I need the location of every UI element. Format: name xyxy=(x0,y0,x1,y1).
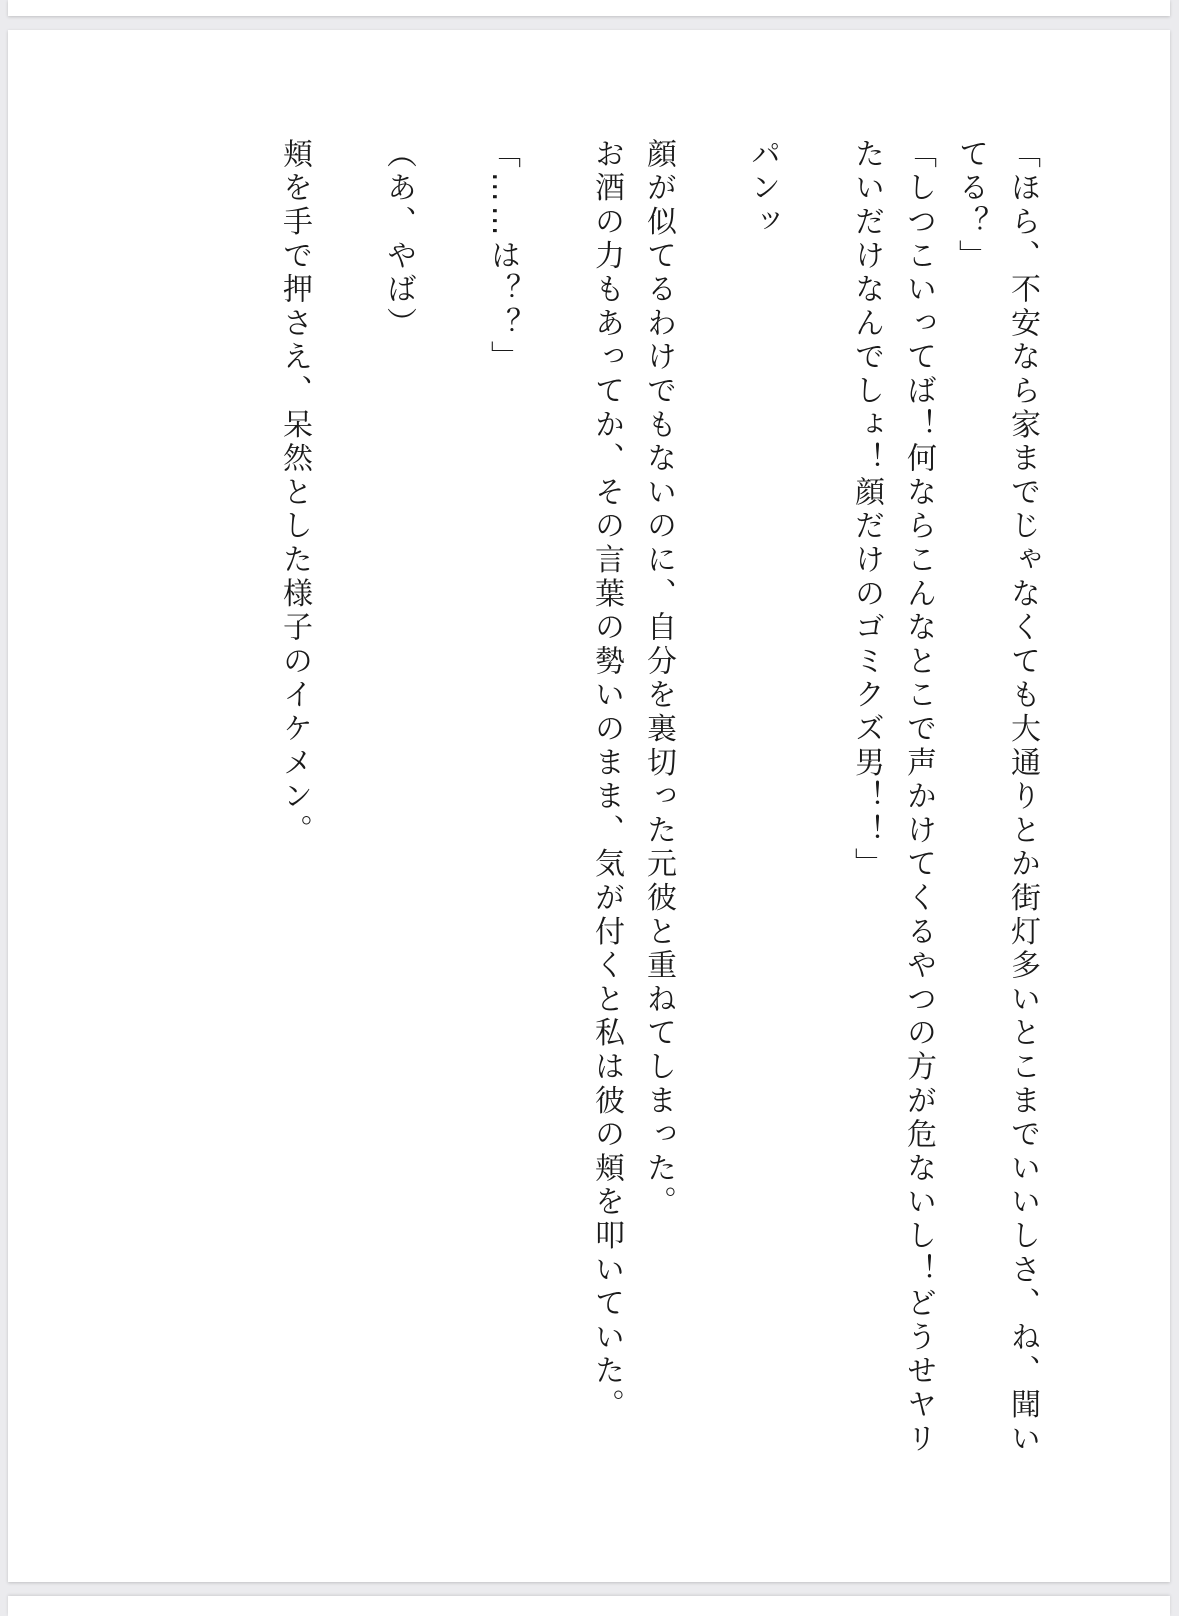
dialogue-line: 「……は？？」 xyxy=(485,138,520,375)
narration-line: お酒の力もあってか、その言葉の勢いのまま、気が付くと私は彼の頬を叩いていた。 xyxy=(589,138,624,1423)
next-page-edge xyxy=(8,1596,1170,1616)
vertical-text-body xyxy=(118,138,1048,1458)
narration-line: 顔が似てるわけでもないのに、自分を裏切った元彼と重ねてしまった。 xyxy=(641,138,676,1220)
sound-effect-line: パンッ xyxy=(745,138,780,240)
blank-line xyxy=(424,138,476,1458)
narration-line: 頬を手で押さえ、呆然とした様子のイケメン。 xyxy=(277,138,312,848)
thought-line: （あ、やば） xyxy=(381,138,416,341)
blank-line xyxy=(684,138,736,1458)
dialogue-line: 「しつこいってば！何ならこんなとこで声かけてくるやつの方が危ないし！どうせヤリたいだけなんでしょ！顔だけのゴミクズ男！！」 xyxy=(849,138,936,1457)
previous-page-edge xyxy=(8,0,1170,16)
blank-line xyxy=(528,138,580,1458)
reader-page xyxy=(8,30,1170,1582)
dialogue-line: 「ほら、不安なら家までじゃなくても大通りとか街灯多いとこまでいいしさ、ね、聞いてる？」 xyxy=(953,138,1040,1457)
blank-line xyxy=(320,138,372,1458)
blank-line xyxy=(788,138,840,1458)
